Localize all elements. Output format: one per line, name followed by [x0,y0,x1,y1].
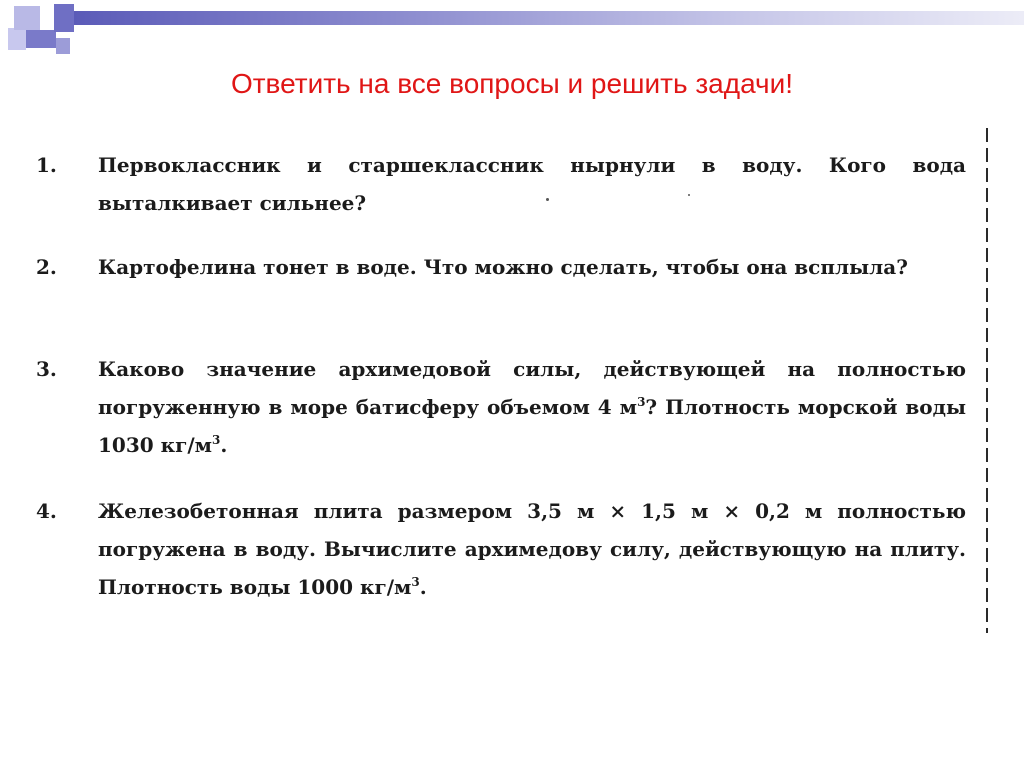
decor-square [8,28,26,50]
scan-speck [688,194,690,196]
question-text-part: Каково значение архимедовой силы, действующей на полностью погруженную в море батисферу объемом 4 м [98,357,966,419]
question-item [36,350,966,464]
decor-square [14,6,40,30]
question-number: 3. [36,357,57,381]
question-number: 4. [36,499,57,523]
question-text-part: ? Плотность морской воды 1030 кг/м [98,395,967,457]
question-item [36,492,966,606]
question-text-part: . [419,575,427,599]
question-item [36,146,966,222]
question-text [98,350,966,464]
question-text: Первоклассник и старшеклассник нырнули в воду. Кого вода выталкивает сильнее? [98,153,966,215]
question-number: 2. [36,255,57,279]
slide-decoration [0,0,1024,60]
question-number: 1. [36,153,57,177]
superscript: 3 [637,395,646,409]
decor-square [54,4,74,32]
decor-square [56,38,70,54]
question-text: Картофелина тонет в воде. Что можно сделать, чтобы она всплыла? [98,255,908,279]
decor-square [40,6,54,30]
decor-square [26,30,56,48]
slide-title: Ответить на все вопросы и решить задачи! [230,68,794,99]
question-text [98,492,966,606]
scan-edge-line [986,128,988,633]
superscript: 3 [411,575,420,589]
question-item [36,248,966,286]
superscript: 3 [212,433,221,447]
question-text-part: Железобетонная плита размером 3,5 м × 1,5 м × 0,2 м полностью погружена в воду. Вычислите архимедову силу, действующую на плиту. Плотность воды 1000 кг/м [98,499,966,599]
header-gradient-bar [74,11,1024,25]
scanned-text-block [36,128,976,638]
question-text-part: . [220,433,228,457]
scan-speck [546,198,549,201]
